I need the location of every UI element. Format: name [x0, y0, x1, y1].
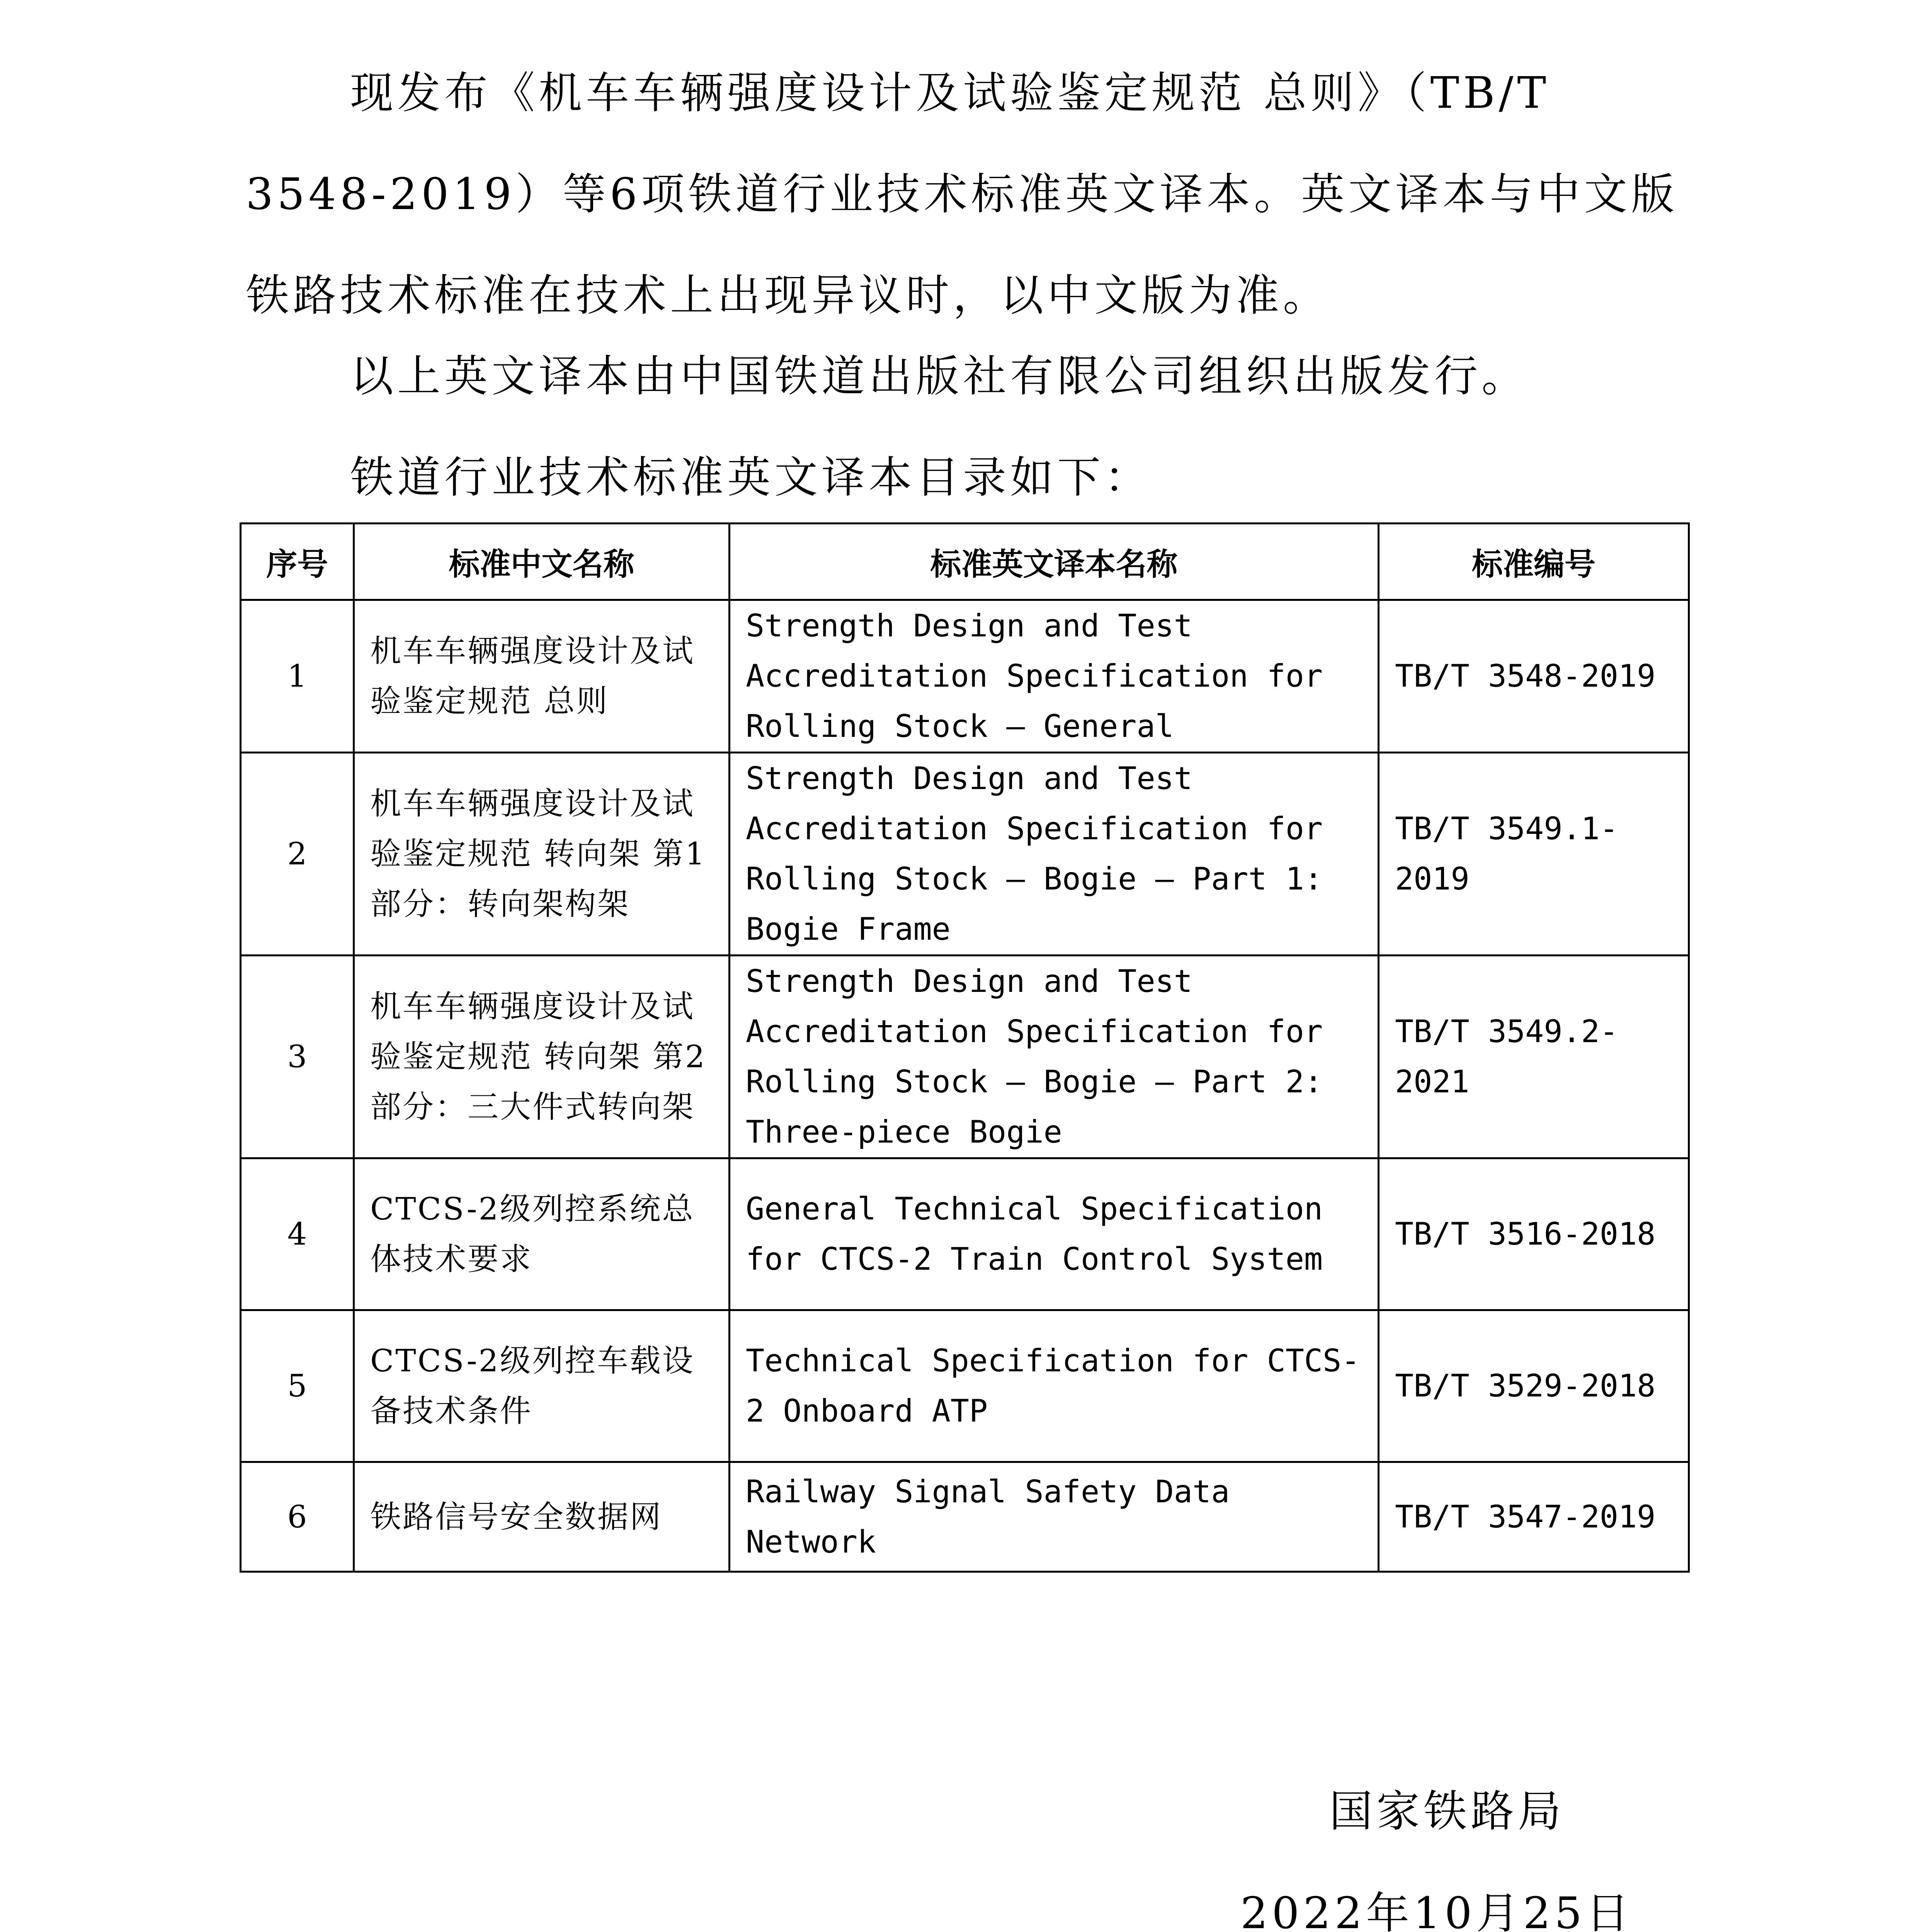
- cell-en-name: Strength Design and Test Accreditation Specification for Rolling Stock — Bogie — Part 1: Bogie Frame: [730, 753, 1379, 956]
- cell-en-name: Railway Signal Safety Data Network: [730, 1462, 1379, 1572]
- cell-en-name: Strength Design and Test Accreditation Specification for Rolling Stock — Bogie — Part 2: Three-piece Bogie: [730, 956, 1379, 1158]
- cell-code: TB/T 3547-2019: [1379, 1462, 1689, 1572]
- cell-cn-name: 机车车辆强度设计及试验鉴定规范 转向架 第2部分：三大件式转向架: [354, 956, 730, 1158]
- cell-no: 2: [241, 753, 354, 956]
- cell-no: 4: [241, 1158, 354, 1310]
- cell-en-name: Technical Specification for CTCS-2 Onboard ATP: [730, 1310, 1379, 1462]
- cell-cn-name: 机车车辆强度设计及试验鉴定规范 总则: [354, 600, 730, 753]
- table-row: [241, 1158, 1689, 1310]
- issue-date: 2022年10月25日: [1240, 1888, 1633, 1932]
- cell-en-name: Strength Design and Test Accreditation Specification for Rolling Stock — General: [730, 600, 1379, 753]
- header-en-name: 标准英文译本名称: [730, 524, 1379, 600]
- table-header-row: [241, 524, 1689, 600]
- header-no: 序号: [241, 524, 354, 600]
- table-row: [241, 753, 1689, 956]
- table-row: [241, 1462, 1689, 1572]
- cell-code: TB/T 3529-2018: [1379, 1310, 1689, 1462]
- cell-code: TB/T 3549.2-2021: [1379, 956, 1689, 1158]
- cell-cn-name: 机车车辆强度设计及试验鉴定规范 转向架 第1部分：转向架构架: [354, 753, 730, 956]
- cell-no: 3: [241, 956, 354, 1158]
- cell-cn-name: CTCS-2级列控系统总体技术要求: [354, 1158, 730, 1310]
- cell-no: 1: [241, 600, 354, 753]
- cell-no: 6: [241, 1462, 354, 1572]
- catalog-intro-paragraph: 铁道行业技术标准英文译本目录如下：: [350, 452, 1152, 503]
- header-cn-name: 标准中文名称: [354, 524, 730, 600]
- cell-cn-name: CTCS-2级列控车载设备技术条件: [354, 1310, 730, 1462]
- cell-code: TB/T 3549.1-2019: [1379, 753, 1689, 956]
- cell-code: TB/T 3516-2018: [1379, 1158, 1689, 1310]
- issuer-name: 国家铁路局: [1329, 1786, 1565, 1837]
- table-row: [241, 956, 1689, 1158]
- cell-no: 5: [241, 1310, 354, 1462]
- header-code: 标准编号: [1379, 524, 1689, 600]
- cell-cn-name: 铁路信号安全数据网: [354, 1462, 730, 1572]
- cell-code: TB/T 3548-2019: [1379, 600, 1689, 753]
- table-row: [241, 600, 1689, 753]
- cell-en-name: General Technical Specification for CTCS-2 Train Control System: [730, 1158, 1379, 1310]
- table-row: [241, 1310, 1689, 1462]
- announcement-paragraph: 现发布《机车车辆强度设计及试验鉴定规范 总则》（TB/T 3548-2019）等6项铁道行业技术标准英文译本。英文译本与中文版铁路技术标准在技术上出现异议时，以中文版为准。: [246, 68, 1679, 321]
- standards-table: [240, 522, 1690, 1573]
- publisher-paragraph: 以上英文译本由中国铁道出版社有限公司组织出版发行。: [350, 351, 1529, 401]
